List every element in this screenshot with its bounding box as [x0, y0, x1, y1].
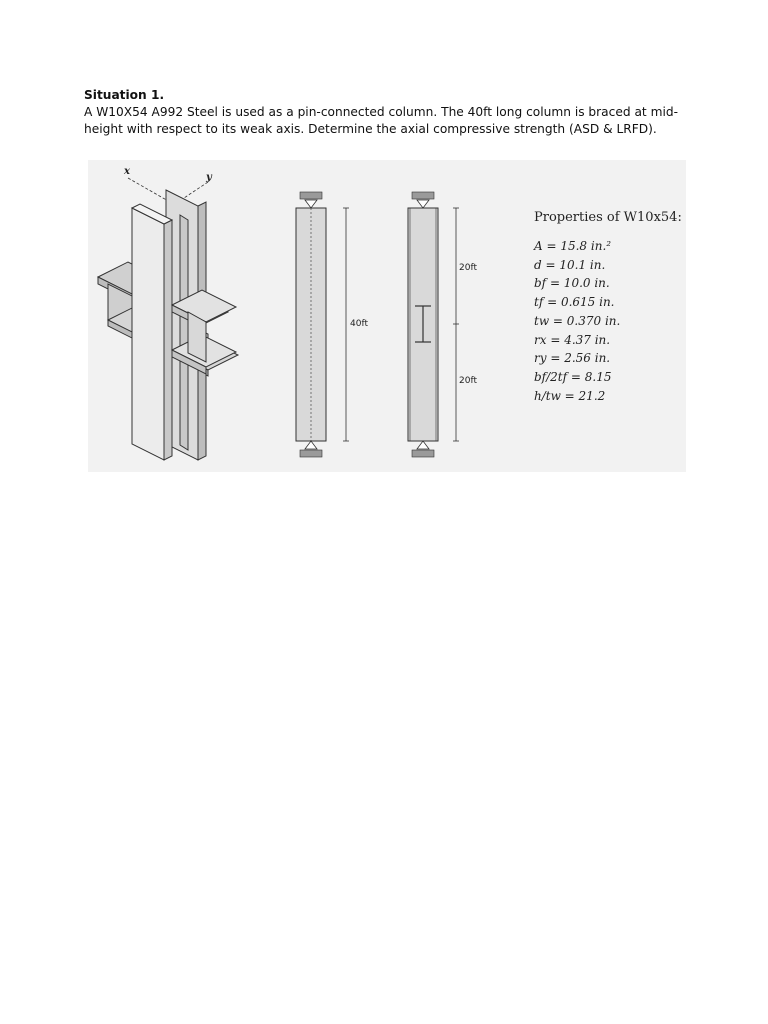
- isometric-column-drawing: [98, 178, 238, 460]
- property-rx: rx = 4.37 in.: [534, 332, 611, 347]
- property-flange-width: bf = 10.0 in.: [534, 276, 610, 291]
- properties-title: Properties of W10x54:: [534, 210, 682, 225]
- strong-axis-column-drawing: [296, 192, 349, 457]
- problem-statement: [84, 87, 704, 138]
- property-web-slenderness: h/tw = 21.2: [534, 388, 606, 403]
- lower-segment-label: 20ft: [459, 376, 477, 386]
- property-ry: ry = 2.56 in.: [534, 351, 611, 366]
- property-flange-thickness: tf = 0.615 in.: [534, 295, 615, 310]
- column-figure: [88, 160, 686, 472]
- property-web-thickness: tw = 0.370 in.: [534, 313, 621, 328]
- situation-description: A W10X54 A992 Steel is used as a pin-connected column. The 40ft long column is braced at mid-height with respect to its weak axis. Determine the axial compressive strength (ASD & LRFD).: [84, 105, 678, 136]
- full-length-label: 40ft: [350, 319, 368, 329]
- weak-axis-column-drawing: [408, 192, 459, 457]
- property-area: A = 15.8 in.²: [534, 239, 612, 253]
- properties-table: [534, 210, 682, 405]
- property-depth: d = 10.1 in.: [534, 257, 606, 272]
- upper-segment-label: 20ft: [459, 263, 477, 273]
- property-flange-slenderness: bf/2tf = 8.15: [534, 369, 612, 384]
- situation-heading: Situation 1.: [84, 88, 165, 102]
- x-axis-label: x: [124, 166, 130, 177]
- y-axis-label: y: [206, 172, 212, 183]
